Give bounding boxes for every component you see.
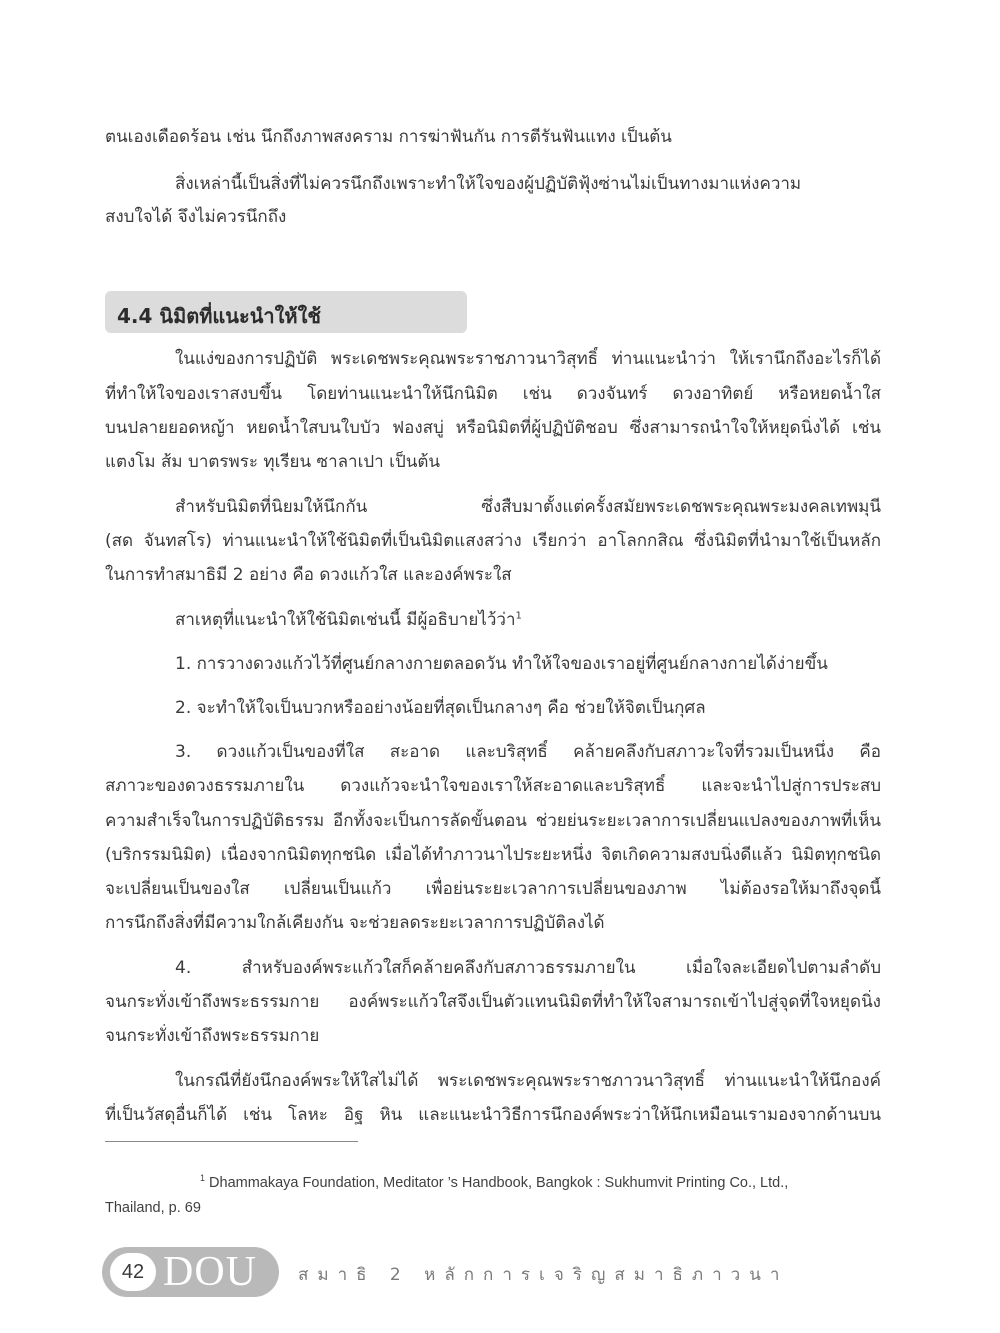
footer-badge [102,1247,279,1297]
paragraph-line: ในการทำสมาธิมี 2 อย่าง คือ ดวงแก้วใส และองค์พระใส [105,565,512,585]
paragraph-text: สาเหตุที่แนะนำให้ใช้นิมิตเช่นนี้ มีผู้อธิบายไว้ว่า [175,610,516,630]
list-item: 3. ดวงแก้วเป็นของที่ใส สะอาด และบริสุทธิ์ คล้ายคลึงกับสภาวะใจที่รวมเป็นหนึ่ง คือ [175,742,881,762]
paragraph-line: ที่ทำให้ใจของเราสงบขึ้น โดยท่านแนะนำให้นึกนิมิต เช่น ดวงจันทร์ ดวงอาทิตย์ หรือหยดน้ำใส [105,384,881,404]
list-item-line: จะเปลี่ยนเป็นของใส เปลี่ยนเป็นแก้ว เพื่อย่นระยะเวลาการเปลี่ยนของภาพ ไม่ต้องรอให้มาถึงจุดนี้ [105,879,881,899]
section-heading-box [105,291,467,333]
paragraph-line: (สด จันทสโร) ท่านแนะนำให้ใช้นิมิตที่เป็นนิมิตแสงสว่าง เรียกว่า อาโลกกสิณ ซึ่งนิมิตที่นำมาใช้เป็นหลัก [105,531,881,551]
section-title: 4.4 นิมิตที่แนะนำให้ใช้ [117,304,321,328]
list-item-line: จนกระทั่งเข้าถึงพระธรรมกาย องค์พระแก้วใสจึงเป็นตัวแทนนิมิตที่ทำให้ใจสามารถเข้าไปสู่จุดที่ใจหยุดนิ่ง [105,992,881,1012]
list-item-line: จนกระทั่งเข้าถึงพระธรรมกาย [105,1026,320,1046]
list-item: 1. การวางดวงแก้วไว้ที่ศูนย์กลางกายตลอดวัน ทำให้ใจของเราอยู่ที่ศูนย์กลางกายได้ง่ายขึ้น [175,654,828,674]
footnote-marker: 1 [200,1173,206,1184]
paragraph-line: บนปลายยอดหญ้า หยดน้ำใสบนใบบัว ฟองสบู่ หรือนิมิตที่ผู้ปฏิบัติชอบ ซึ่งสามารถนำใจให้หยุดนิ่งได้ เช่น [105,418,881,438]
dou-logo: DOU [163,1249,257,1295]
paragraph-line: สิ่งเหล่านี้เป็นสิ่งที่ไม่ควรนึกถึงเพราะทำให้ใจของผู้ปฏิบัติฟุ้งซ่านไม่เป็นทางมาแห่งความ [175,174,802,194]
footnote-text: Dhammakaya Foundation, Meditator ’s Handbook, Bangkok : Sukhumvit Printing Co., Ltd., [209,1175,789,1191]
footnote-line: Thailand, p. 69 [105,1200,201,1216]
paragraph-line: สำหรับนิมิตที่นิยมให้นึกกัน ซึ่งสืบมาตั้งแต่ครั้งสมัยพระเดชพระคุณพระมงคลเทพมุนี [175,497,881,517]
page-number: 42 [110,1253,156,1291]
list-item-line: การนึกถึงสิ่งที่มีความใกล้เคียงกัน จะช่วยลดระยะเวลาการปฏิบัติลงได้ [105,913,605,933]
footnote-divider [105,1141,358,1142]
running-footer-title: สมาธิ 2 หลักการเจริญสมาธิภาวนา [298,1265,789,1285]
list-item-line: (บริกรรมนิมิต) เนื่องจากนิมิตทุกชนิด เมื่อได้ทำภาวนาไประยะหนึ่ง จิตเกิดความสงบนิ่งดีแล้ว นิมิตทุกชนิด [105,845,881,865]
footnote-line [200,1173,881,1193]
paragraph-line: ในกรณีที่ยังนึกองค์พระให้ใสไม่ได้ พระเดชพระคุณพระราชภาวนาวิสุทธิ์ ท่านแนะนำให้นึกองค์ [175,1071,881,1091]
list-item-line: สภาวะของดวงธรรมภายใน ดวงแก้วจะนำใจของเราให้สะอาดและบริสุทธิ์ และจะนำไปสู่การประสบ [105,776,881,796]
list-item: 4. สำหรับองค์พระแก้วใสก็คล้ายคลึงกับสภาวธรรมภายใน เมื่อใจละเอียดไปตามลำดับ [175,958,881,978]
paragraph-line: ในแง่ของการปฏิบัติ พระเดชพระคุณพระราชภาวนาวิสุทธิ์ ท่านแนะนำว่า ให้เรานึกถึงอะไรก็ได้ [175,349,881,369]
list-item: 2. จะทำให้ใจเป็นบวกหรืออย่างน้อยที่สุดเป็นกลางๆ คือ ช่วยให้จิตเป็นกุศล [175,698,706,718]
paragraph-line: ตนเองเดือดร้อน เช่น นึกถึงภาพสงคราม การฆ่าฟันกัน การตีรันฟันแทง เป็นต้น [105,127,672,147]
paragraph-line [175,608,881,632]
paragraph-line: ที่เป็นวัสดุอื่นก็ได้ เช่น โลหะ อิฐ หิน และแนะนำวิธีการนึกองค์พระว่าให้นึกเหมือนเรามองจากด้านบน [105,1105,881,1125]
list-item-line: ความสำเร็จในการปฏิบัติธรรม อีกทั้งจะเป็นการลัดขั้นตอน ช่วยย่นระยะเวลาการเปลี่ยนแปลงของภาพที่เห็น [105,811,881,831]
footnote-reference[interactable]: 1 [515,610,522,622]
paragraph-line: สงบใจได้ จึงไม่ควรนึกถึง [105,207,287,227]
paragraph-line: แตงโม ส้ม บาตรพระ ทุเรียน ซาลาเปา เป็นต้น [105,452,441,472]
